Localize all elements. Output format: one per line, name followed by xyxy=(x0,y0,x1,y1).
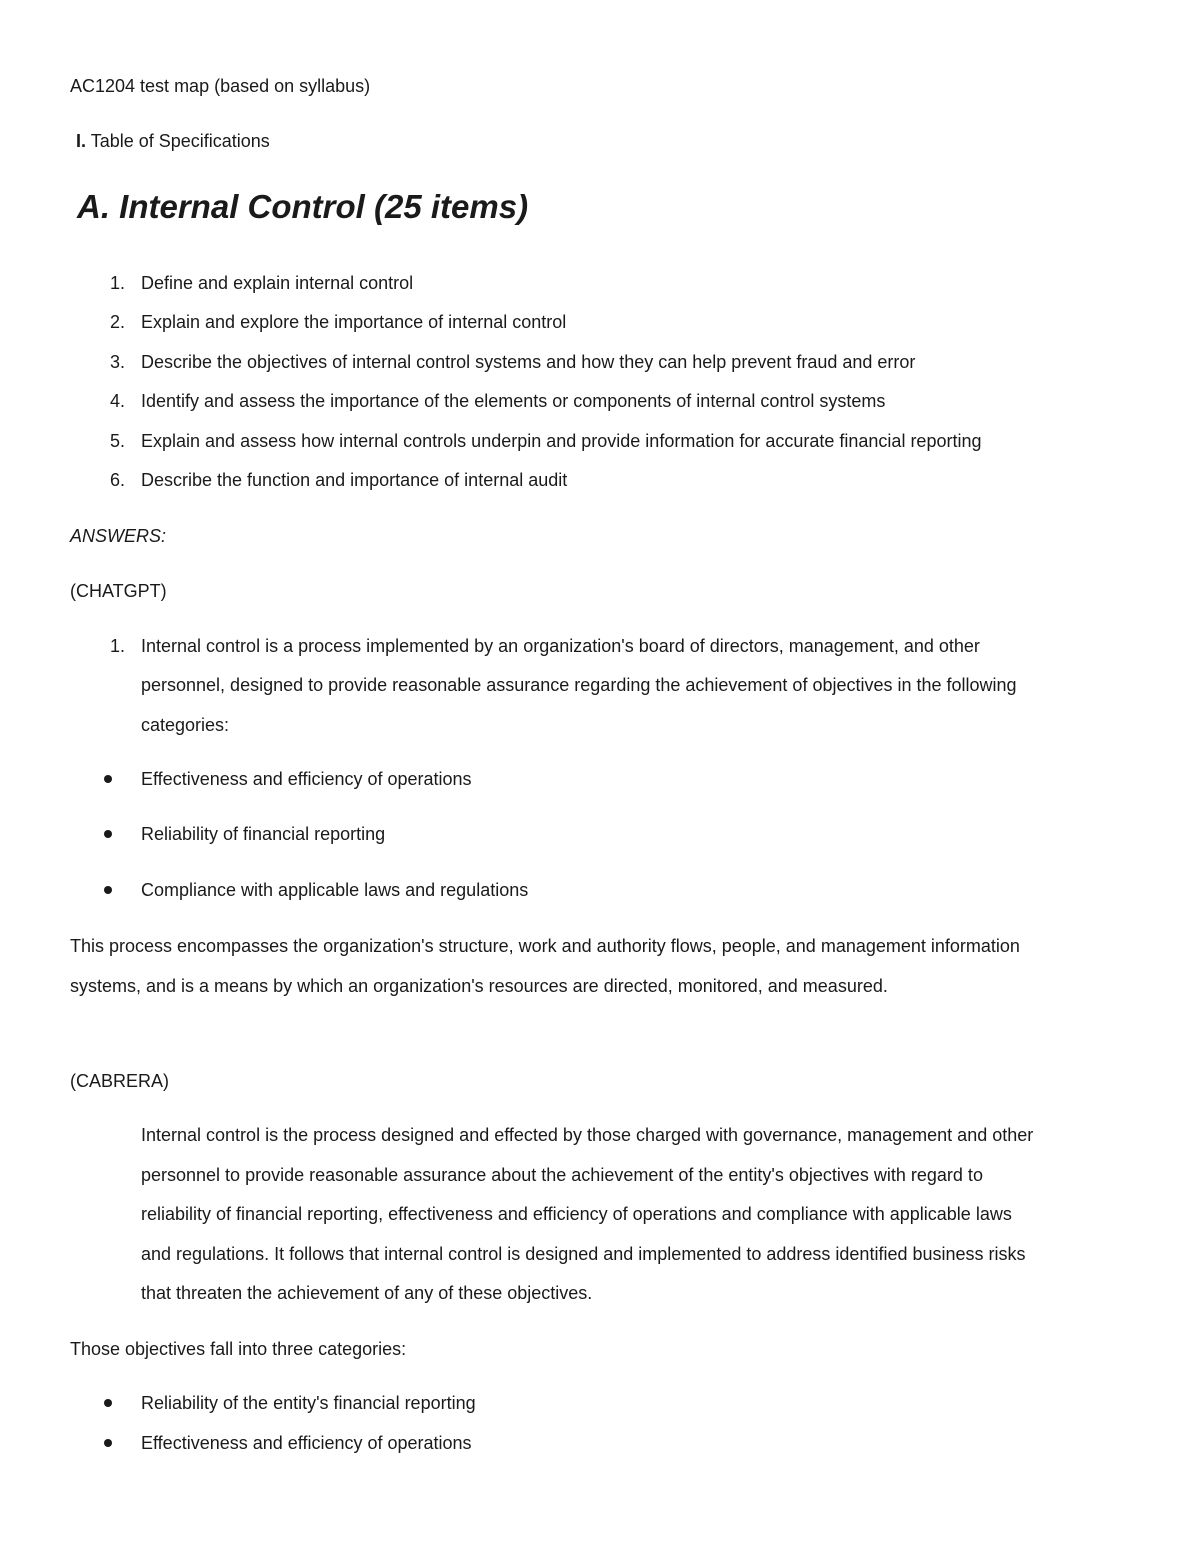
bullet-icon xyxy=(104,1439,112,1447)
list-item: Describe the function and importance of internal audit xyxy=(141,470,568,490)
list-item: Define and explain internal control xyxy=(141,273,414,293)
list-item-number: 6. xyxy=(109,470,125,490)
bullet-item: Effectiveness and efficiency of operations xyxy=(141,769,472,789)
bullet-icon xyxy=(104,830,112,838)
list-item-number: 2. xyxy=(109,312,125,332)
bullet-item: Reliability of the entity's financial reporting xyxy=(141,1393,476,1413)
section-heading: A. Internal Control (25 items) xyxy=(77,188,529,225)
answer-line: categories: xyxy=(141,715,230,735)
list-item: Explain and assess how internal controls underpin and provide information for accurate financial reporting xyxy=(141,431,982,451)
source-label-chatgpt: (CHATGPT) xyxy=(70,581,167,601)
answer-line: personnel, designed to provide reasonable assurance regarding the achievement of objectives in the following xyxy=(141,675,1017,695)
list-item: Identify and assess the importance of the elements or components of internal control systems xyxy=(141,391,886,411)
answer-item-number: 1. xyxy=(109,636,125,656)
list-item-number: 3. xyxy=(109,352,125,372)
quote-line: that threaten the achievement of any of these objectives. xyxy=(141,1283,593,1303)
list-item-number: 5. xyxy=(109,431,125,451)
answer-line: Internal control is a process implemented by an organization's board of directors, management, and other xyxy=(141,636,980,656)
list-item-number: 4. xyxy=(109,391,125,411)
quote-line: Internal control is the process designed and effected by those charged with governance, management and other xyxy=(141,1125,1034,1145)
document-title: AC1204 test map (based on syllabus) xyxy=(70,76,371,96)
section-label xyxy=(76,130,270,152)
section-label-text: Table of Specifications xyxy=(90,131,270,151)
quote-line: reliability of financial reporting, effectiveness and efficiency of operations and compliance with applicable laws xyxy=(141,1204,1012,1224)
bullet-item: Effectiveness and efficiency of operations xyxy=(141,1433,472,1453)
source-label-cabrera: (CABRERA) xyxy=(70,1071,170,1091)
bullet-item: Reliability of financial reporting xyxy=(141,824,386,844)
bullet-icon xyxy=(104,1399,112,1407)
paragraph-line: systems, and is a means by which an organization's resources are directed, monitored, and measured. xyxy=(70,976,888,996)
list-item: Describe the objectives of internal control systems and how they can help prevent fraud and error xyxy=(141,352,916,372)
list-item-number: 1. xyxy=(109,273,125,293)
quote-line: personnel to provide reasonable assurance about the achievement of the entity's objectives with regard to xyxy=(141,1165,983,1185)
answers-label: ANSWERS: xyxy=(70,526,167,546)
list-item: Explain and explore the importance of internal control xyxy=(141,312,567,332)
paragraph-line: This process encompasses the organization's structure, work and authority flows, people, and management information xyxy=(70,936,1020,956)
quote-line: and regulations. It follows that internal control is designed and implemented to address identified business risks xyxy=(141,1244,1026,1264)
bullet-icon xyxy=(104,886,112,894)
bullet-icon xyxy=(104,775,112,783)
categories-intro: Those objectives fall into three categories: xyxy=(70,1339,407,1359)
bullet-item: Compliance with applicable laws and regulations xyxy=(141,880,529,900)
section-roman-numeral: I. xyxy=(76,131,87,151)
